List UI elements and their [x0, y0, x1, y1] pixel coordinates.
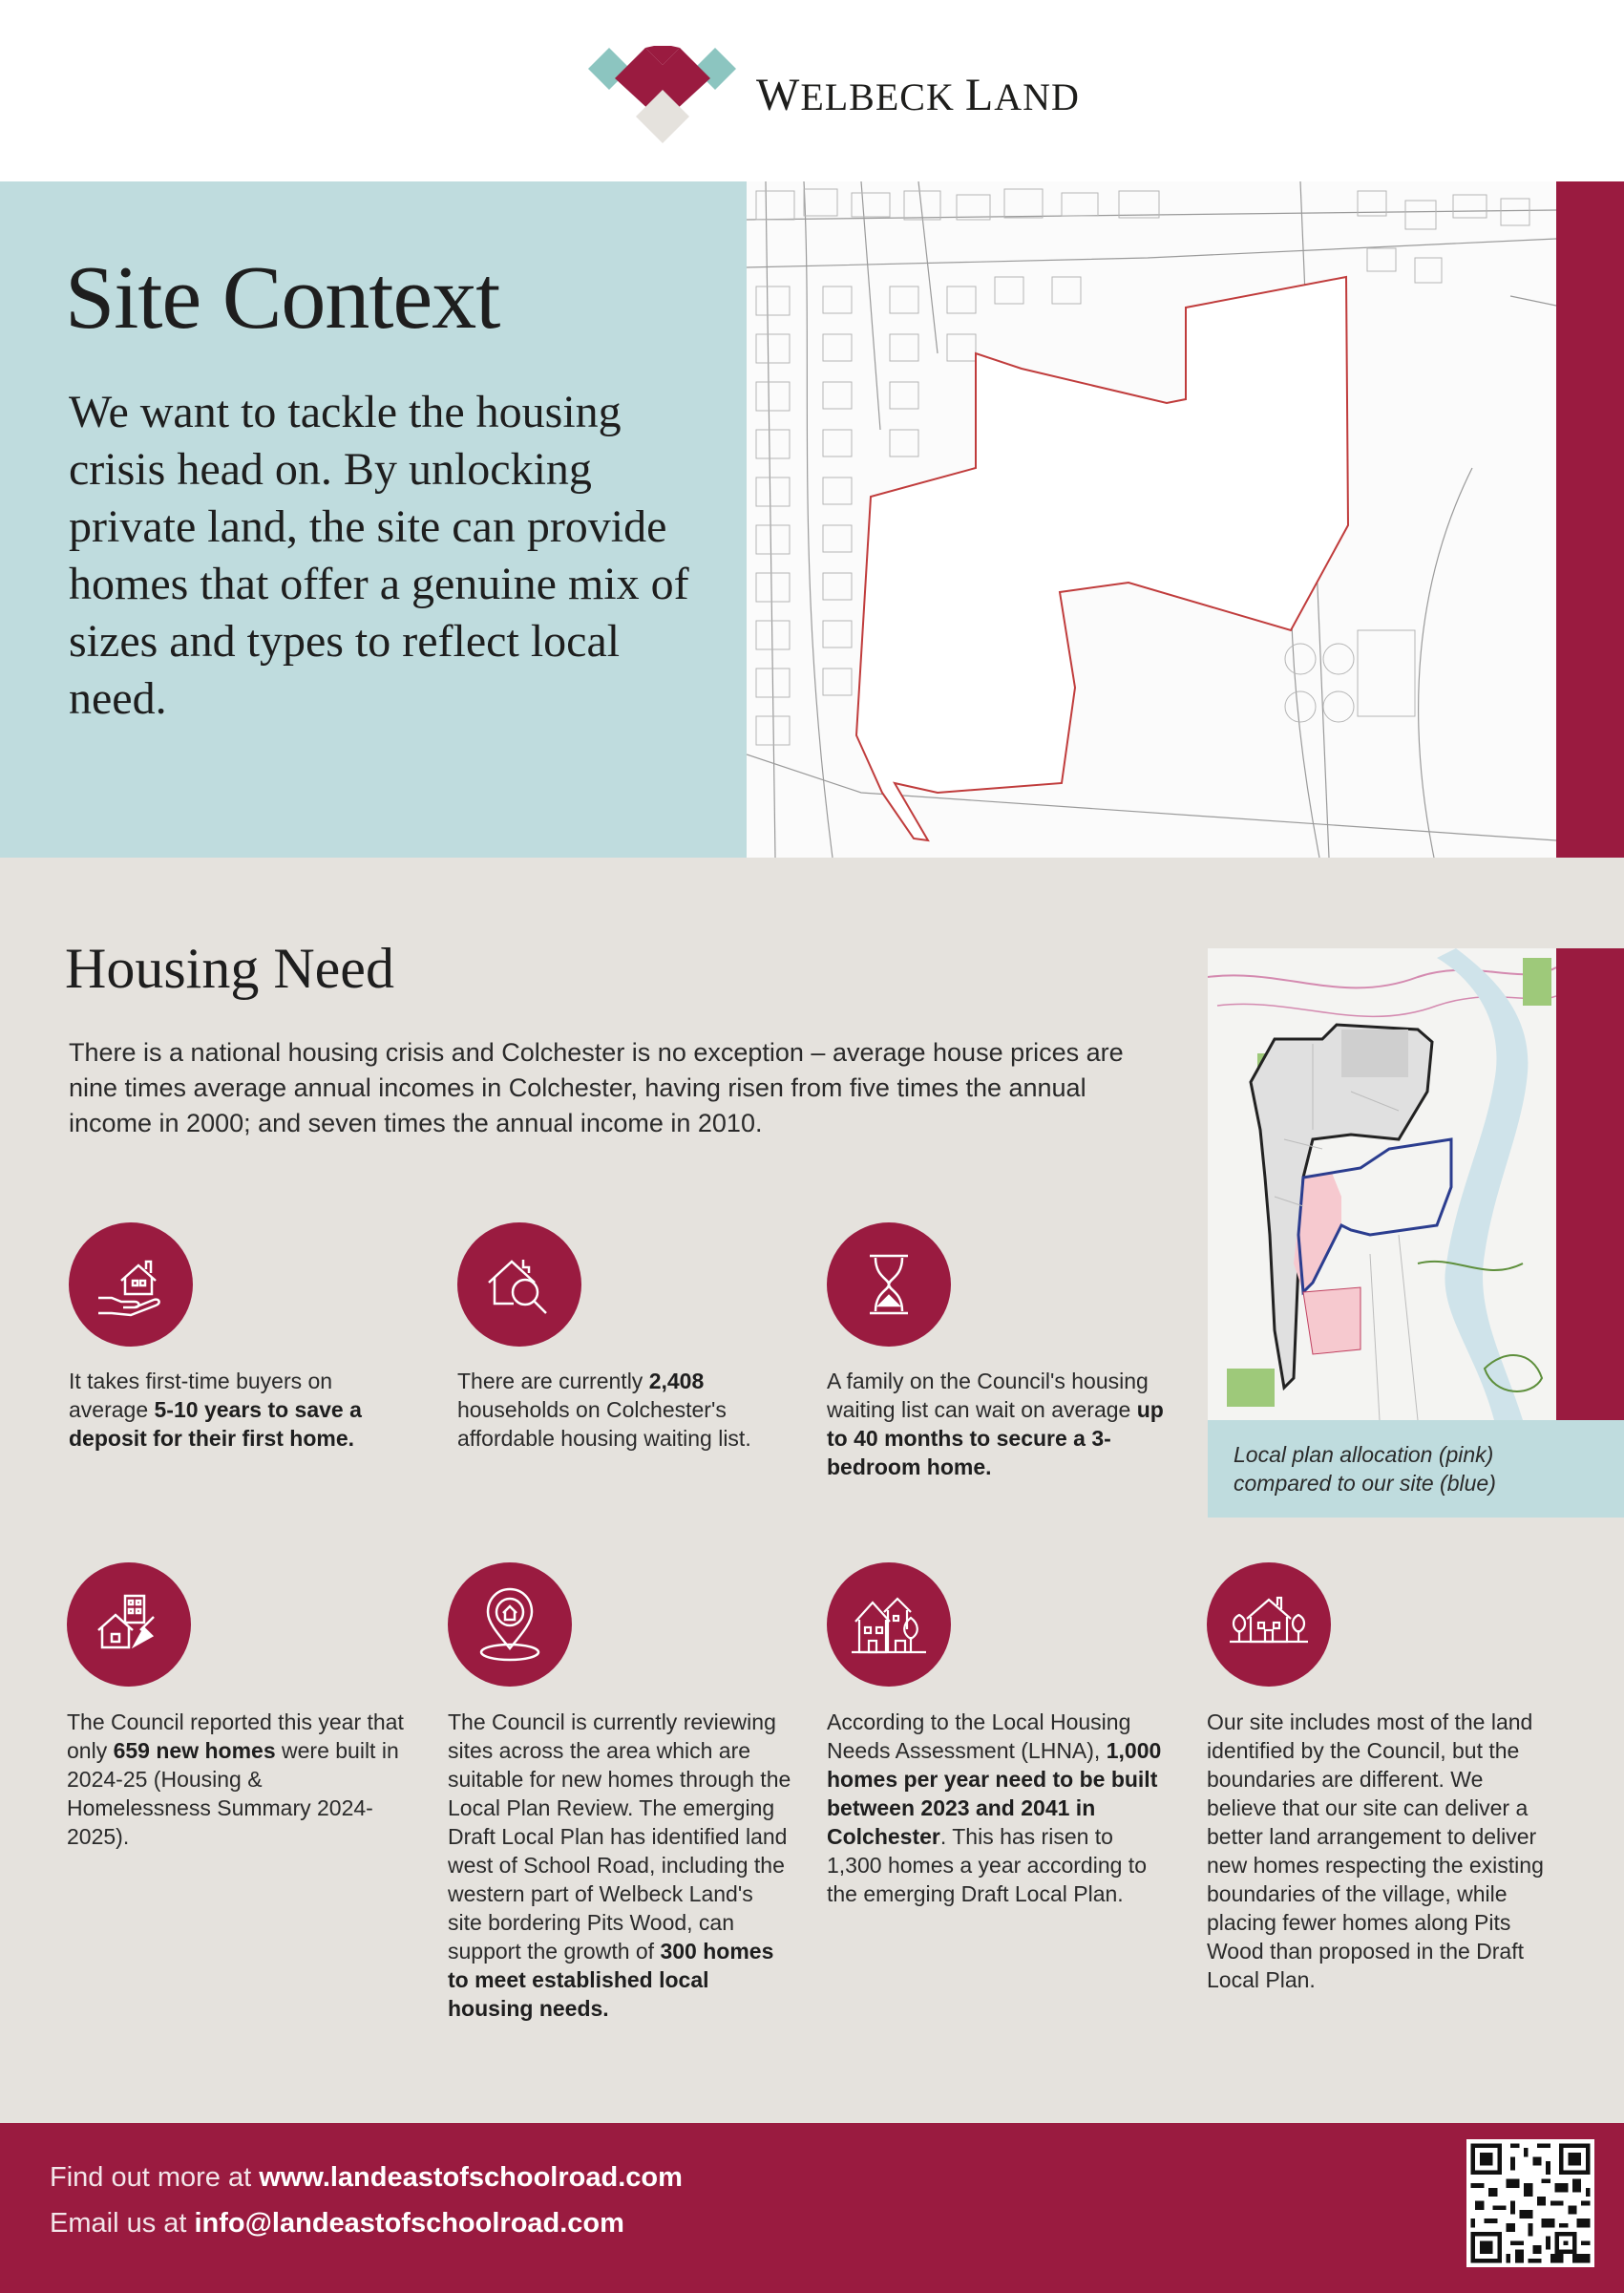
location-pin-house-icon — [448, 1562, 572, 1687]
stat-new-homes-built: The Council reported this year that only 659 new homes were built in 2024-25 (Housing & Homelessness Summary 2024-2025). — [67, 1709, 404, 1849]
site-context-intro: We want to tackle the housing crisis head on. By unlocking private land, the site can provide homes that offer a genuine mix of sizes and types to reflect local need. — [69, 387, 689, 724]
qr-code-icon[interactable] — [1466, 2139, 1594, 2267]
stat-waiting-time: A family on the Council's housing waiting list can wait on average up to 40 months to secure a 3-bedroom home. — [827, 1369, 1164, 1479]
site-boundary-map — [747, 181, 1556, 858]
stat-first-time-buyers: It takes first-time buyers on average 5-10 years to save a deposit for their first home. — [69, 1369, 362, 1451]
email-link[interactable]: info@landeastofschoolroad.com — [194, 2208, 624, 2239]
stat-lhna-homes-per-year: According to the Local Housing Needs Assessment (LHNA), 1,000 homes per year need to be built between 2023 and 2041 in Colchester. This has risen to 1,300 homes a year according to the emerging Draft Local Plan. — [827, 1709, 1162, 1906]
website-link[interactable]: www.landeastofschoolroad.com — [259, 2162, 683, 2193]
plan-map-accent-bar — [1556, 948, 1624, 1420]
stat-local-plan-review: The Council is currently reviewing sites across the area which are suitable for new homes through the Local Plan Review. The emerging Draft Local Plan has identified land west of School Road, including the western part of Welbeck Land's site bordering Pits Wood, can support the growth of 300 homes to meet established local housing needs. — [448, 1709, 791, 2021]
house-search-icon — [457, 1222, 581, 1347]
footer-email: Email us at info@landeastofschoolroad.com — [50, 2208, 624, 2239]
welbeck-logo-mark — [588, 46, 736, 143]
stat-site-boundaries: Our site includes most of the land identified by the Council, but the boundaries are different. We believe that our site can deliver a better land arrangement to deliver new homes respecting the existing boundaries of the village, while placing fewer homes along Pits Wood than proposed in the Draft Local Plan. — [1207, 1709, 1544, 1992]
hand-house-icon — [69, 1222, 193, 1347]
stat-waiting-list: There are currently 2,408 households on Colchester's affordable housing waiting list. — [457, 1369, 751, 1451]
hourglass-icon — [827, 1222, 951, 1347]
footer-website: Find out more at www.landeastofschoolroad.com — [50, 2162, 683, 2193]
site-context-accent-bar — [1556, 181, 1624, 858]
local-plan-allocation-map — [1208, 948, 1556, 1420]
housing-need-title: Housing Need — [65, 937, 394, 1000]
site-context-title: Site Context — [65, 248, 500, 348]
house-building-trowel-icon — [67, 1562, 191, 1687]
houses-trees-icon — [827, 1562, 951, 1687]
village-house-trees-icon — [1207, 1562, 1331, 1687]
welbeck-logo-text: WELBECK LAND — [756, 70, 1080, 120]
housing-need-intro: There is a national housing crisis and Colchester is no exception – average house prices are nine times average annual incomes in Colchester, having risen from five times the annual income in 2000; and seven times the annual income in 2010. — [69, 1038, 1124, 1137]
plan-map-caption: Local plan allocation (pink) compared to our site (blue) — [1234, 1442, 1496, 1496]
